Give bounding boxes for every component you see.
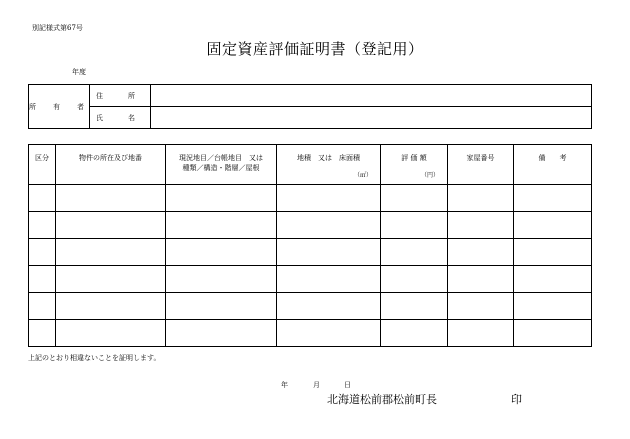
column-header	[514, 145, 592, 185]
table-cell[interactable]	[514, 320, 592, 347]
table-cell[interactable]	[514, 266, 592, 293]
table-cell[interactable]	[29, 266, 56, 293]
table-cell[interactable]	[277, 239, 381, 266]
table-cell[interactable]	[29, 320, 56, 347]
table-cell[interactable]	[277, 266, 381, 293]
date-year-label: 年	[281, 381, 288, 389]
address-label: 住 所	[90, 85, 151, 107]
column-header-label: 物件の所在及び地番	[79, 154, 142, 162]
table-cell[interactable]	[29, 293, 56, 320]
date-day-label: 日	[344, 381, 351, 389]
table-cell[interactable]	[448, 293, 514, 320]
table-cell[interactable]	[448, 266, 514, 293]
table-row	[29, 266, 592, 293]
name-field[interactable]	[151, 107, 592, 129]
table-cell[interactable]	[381, 185, 448, 212]
table-cell[interactable]	[166, 212, 277, 239]
owner-label: 所 有 者	[29, 85, 90, 129]
table-cell[interactable]	[166, 293, 277, 320]
table-cell[interactable]	[277, 320, 381, 347]
name-label: 氏 名	[90, 107, 151, 129]
issuer-name: 北海道松前郡松前町長	[327, 393, 437, 406]
table-cell[interactable]	[381, 320, 448, 347]
table-cell[interactable]	[277, 293, 381, 320]
column-header-label: 家屋番号	[466, 154, 495, 162]
seal-mark: 印	[511, 393, 522, 406]
table-cell[interactable]	[448, 320, 514, 347]
table-cell[interactable]	[514, 239, 592, 266]
column-header-label: 現況地目／台帳地目 又は	[179, 154, 263, 162]
table-row	[29, 320, 592, 347]
table-cell[interactable]	[166, 266, 277, 293]
table-cell[interactable]	[29, 185, 56, 212]
column-header-sublabel: 種類／構造・階層／屋根	[182, 164, 260, 172]
column-header	[448, 145, 514, 185]
table-cell[interactable]	[381, 239, 448, 266]
date-month-label: 月	[313, 381, 320, 389]
table-cell[interactable]	[166, 239, 277, 266]
column-header	[381, 145, 448, 185]
owner-table	[28, 84, 592, 129]
address-field[interactable]	[151, 85, 592, 107]
table-cell[interactable]	[166, 185, 277, 212]
form-number: 別記様式第67号	[32, 24, 83, 32]
property-table	[28, 144, 592, 347]
column-header	[166, 145, 277, 185]
table-cell[interactable]	[29, 239, 56, 266]
table-cell[interactable]	[56, 293, 166, 320]
table-cell[interactable]	[56, 266, 166, 293]
table-cell[interactable]	[56, 185, 166, 212]
table-cell[interactable]	[277, 185, 381, 212]
column-header-label: 地積 又は 床面積	[297, 154, 360, 162]
fiscal-year-label: 年度	[72, 68, 86, 76]
document-title: 固定資産評価証明書（登記用）	[206, 40, 424, 58]
column-header-label: 備 考	[538, 154, 567, 162]
table-row	[29, 239, 592, 266]
column-unit: （円）	[420, 172, 439, 179]
table-cell[interactable]	[448, 185, 514, 212]
table-cell[interactable]	[29, 212, 56, 239]
table-cell[interactable]	[514, 293, 592, 320]
table-row	[29, 212, 592, 239]
column-unit: （㎡）	[353, 172, 372, 179]
table-cell[interactable]	[56, 239, 166, 266]
column-header-label: 区分	[35, 154, 49, 162]
column-header	[29, 145, 56, 185]
column-header	[56, 145, 166, 185]
table-cell[interactable]	[448, 239, 514, 266]
table-header-row	[29, 145, 592, 185]
column-header	[277, 145, 381, 185]
table-body	[29, 185, 592, 347]
table-cell[interactable]	[56, 320, 166, 347]
column-header-label: 評 価 額	[401, 154, 427, 162]
table-cell[interactable]	[514, 212, 592, 239]
table-cell[interactable]	[514, 185, 592, 212]
table-cell[interactable]	[277, 212, 381, 239]
table-cell[interactable]	[381, 293, 448, 320]
table-cell[interactable]	[56, 212, 166, 239]
table-row	[29, 293, 592, 320]
table-cell[interactable]	[381, 212, 448, 239]
table-row	[29, 185, 592, 212]
table-cell[interactable]	[448, 212, 514, 239]
table-cell[interactable]	[381, 266, 448, 293]
certification-text: 上記のとおり相違ないことを証明します。	[28, 354, 161, 362]
table-cell[interactable]	[166, 320, 277, 347]
